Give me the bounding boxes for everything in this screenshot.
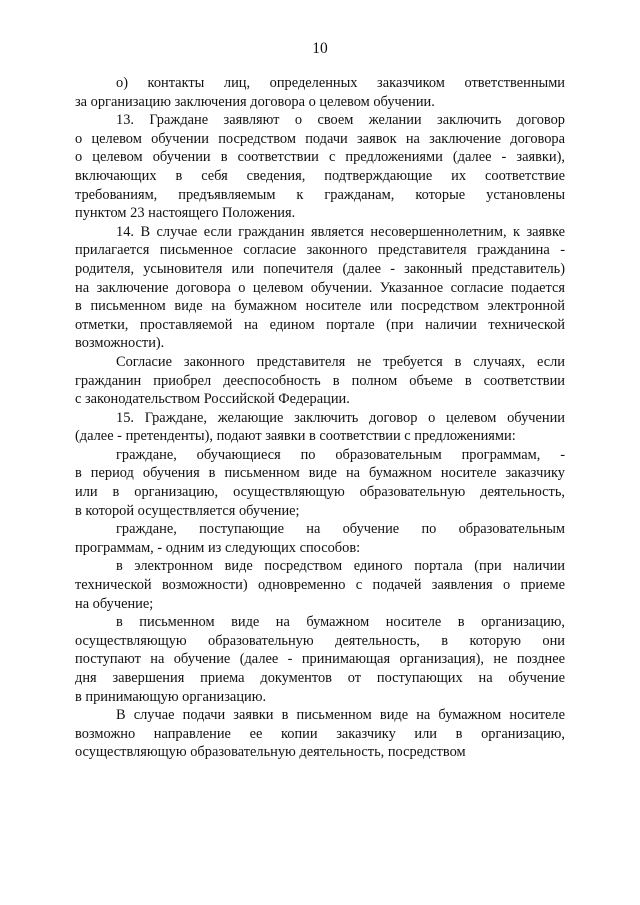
text-line: гражданин приобрел дееспособность в полном объеме в соответствии [75, 372, 565, 389]
text-line: технической возможности) одновременно с подачей заявления о приеме [75, 577, 565, 594]
text-line: 15. Граждане, желающие заключить договор о целевом обучении [116, 409, 565, 426]
text-line: за организацию заключения договора о целевом обучении. [75, 93, 435, 110]
text-line: родителя, усыновителя или попечителя (далее - законный представитель) [75, 260, 565, 277]
text-line: с законодательством Российской Федерации. [75, 391, 350, 408]
text-line: в письменном виде на бумажном носителе в организацию, [116, 614, 565, 631]
text-line: в принимающую организацию. [75, 688, 267, 705]
text-line: или в организацию, осуществляющую образовательную деятельность, [75, 484, 565, 501]
text-line: на заключение договора о целевом обучении. Указанное согласие подается [75, 279, 565, 296]
paragraph [75, 74, 565, 111]
text-line: о целевом обучении посредством подачи заявок на заключение договора [75, 130, 565, 147]
text-line: дня завершения приема документов от поступающих на обучение [75, 670, 565, 686]
document-body [75, 74, 565, 762]
paragraph [75, 706, 565, 762]
paragraph [75, 557, 565, 613]
text-line: о) контакты лиц, определенных заказчиком ответственными [116, 75, 565, 91]
text-line: (далее - претенденты), подают заявки в соответствии с предложениями: [75, 428, 516, 445]
text-line: прилагается письменное согласие законного представителя гражданина - [75, 242, 565, 259]
text-line: на обучение; [75, 595, 154, 612]
text-line: в период обучения в письменном виде на бумажном носителе заказчику [75, 465, 565, 482]
text-line: отметки, проставляемой на едином портале (при наличии технической [75, 316, 565, 333]
paragraph [75, 353, 565, 409]
text-line: требованиям, предъявляемым к гражданам, которые установлены [75, 186, 565, 203]
text-line: возможности). [75, 335, 165, 352]
text-line: включающих в себя сведения, подтверждающие их соответствие [75, 167, 565, 184]
text-line: в которой осуществляется обучение; [75, 502, 300, 519]
text-line: осуществляющую образовательную деятельность, посредством [75, 744, 466, 761]
text-line: пунктом 23 настоящего Положения. [75, 205, 296, 222]
text-line: 13. Граждане заявляют о своем желании заключить договор [116, 112, 565, 129]
paragraph [75, 613, 565, 706]
text-line: 14. В случае если гражданин является несовершеннолетним, к заявке [116, 223, 565, 240]
text-line: граждане, поступающие на обучение по образовательным [116, 521, 565, 538]
text-line: в электронном виде посредством единого портала (при наличии [116, 558, 565, 575]
text-line: граждане, обучающиеся по образовательным программам, - [116, 446, 565, 463]
text-line: возможно направление ее копии заказчику или в организацию, [75, 725, 565, 742]
text-line: осуществляющую образовательную деятельность, в которую они [75, 632, 565, 649]
paragraph [75, 520, 565, 557]
text-line: в письменном виде на бумажном носителе или посредством электронной [75, 298, 565, 315]
text-line: программам, - одним из следующих способов: [75, 539, 361, 556]
text-line: о целевом обучении в соответствии с предложениями (далее - заявки), [75, 149, 565, 166]
text-line: поступают на обучение (далее - принимающая организация), не позднее [75, 651, 565, 668]
text-line: В случае подачи заявки в письменном виде на бумажном носителе [116, 707, 565, 724]
paragraph [75, 409, 565, 446]
text-line: Согласие законного представителя не требуется в случаях, если [116, 353, 565, 370]
page-number: 10 [312, 40, 328, 57]
paragraph [75, 446, 565, 520]
paragraph [75, 223, 565, 353]
paragraph [75, 111, 565, 223]
